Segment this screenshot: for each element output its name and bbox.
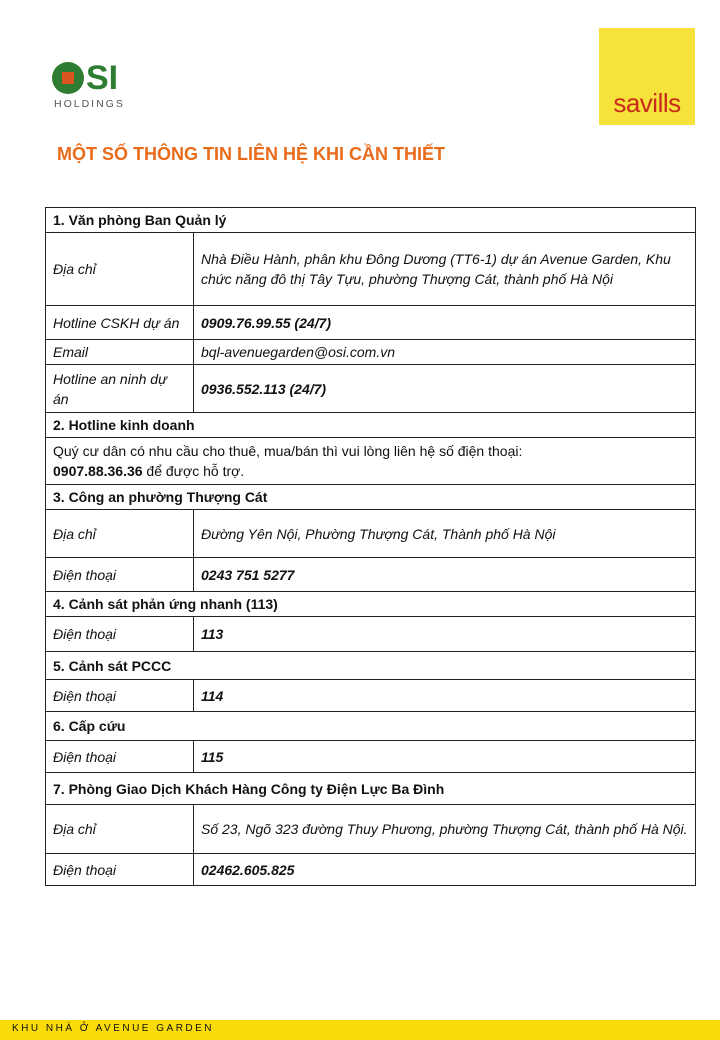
sales-note-phone: 0907.88.36.36 [53, 463, 143, 479]
section-heading-emergency: 6. Cấp cứu [46, 712, 696, 741]
contact-table [45, 207, 696, 886]
phone-label: Điện thoại [46, 854, 194, 886]
section-heading-sales-hotline: 2. Hotline kinh doanh [46, 413, 696, 438]
address-value: Đường Yên Nội, Phường Thượng Cát, Thành phố Hà Nội [194, 510, 696, 558]
address-label: Địa chỉ [46, 233, 194, 306]
phone-label: Điện thoại [46, 617, 194, 652]
phone-value: 114 [194, 680, 696, 712]
email-value: bql-avenuegarden@osi.com.vn [194, 340, 696, 365]
email-label: Email [46, 340, 194, 365]
phone-label: Điện thoại [46, 680, 194, 712]
address-label: Địa chỉ [46, 805, 194, 854]
section-heading-electricity: 7. Phòng Giao Dịch Khách Hàng Công ty Điện Lực Ba Đình [46, 773, 696, 805]
savills-logo [599, 28, 695, 125]
section-heading-management-office: 1. Văn phòng Ban Quản lý [46, 208, 696, 233]
security-hotline-label: Hotline an ninh dự án [46, 365, 194, 413]
phone-label: Điện thoại [46, 558, 194, 592]
address-value: Số 23, Ngõ 323 đường Thuy Phương, phường Thượng Cát, thành phố Hà Nội. [194, 805, 696, 854]
sales-hotline-note [46, 438, 696, 485]
osi-logo-letters: SI [86, 59, 119, 97]
sales-note-tail: để được hỗ trợ. [142, 463, 245, 479]
phone-value: 02462.605.825 [194, 854, 696, 886]
section-heading-fire-police: 5. Cảnh sát PCCC [46, 652, 696, 680]
osi-o-icon [52, 62, 84, 94]
footer-text: KHU NHÀ Ở AVENUE GARDEN [12, 1023, 215, 1034]
section-heading-police: 3. Công an phường Thượng Cát [46, 485, 696, 510]
osi-logo-subtitle: HOLDINGS [54, 98, 125, 110]
phone-value: 0243 751 5277 [194, 558, 696, 592]
phone-label: Điện thoại [46, 741, 194, 773]
osi-logo-mark [52, 58, 118, 98]
hotline-value: 0909.76.99.55 (24/7) [194, 306, 696, 340]
osi-holdings-logo [52, 58, 142, 118]
phone-value: 115 [194, 741, 696, 773]
page-title: MỘT SỐ THÔNG TIN LIÊN HỆ KHI CẦN THIẾT [57, 144, 445, 164]
security-hotline-value: 0936.552.113 (24/7) [194, 365, 696, 413]
sales-note-text: Quý cư dân có nhu cầu cho thuê, mua/bán thì vui lòng liên hệ số điện thoại: [53, 443, 523, 459]
hotline-label: Hotline CSKH dự án [46, 306, 194, 340]
section-heading-rapid-police: 4. Cảnh sát phản ứng nhanh (113) [46, 592, 696, 617]
phone-value: 113 [194, 617, 696, 652]
address-value: Nhà Điều Hành, phân khu Đông Dương (TT6-1) dự án Avenue Garden, Khu chức năng đô thị Tây Tựu, phường Thượng Cát, thành phố Hà Nội [194, 233, 696, 306]
footer-bar [0, 1020, 720, 1040]
savills-logo-text: savills [613, 88, 681, 118]
address-label: Địa chỉ [46, 510, 194, 558]
